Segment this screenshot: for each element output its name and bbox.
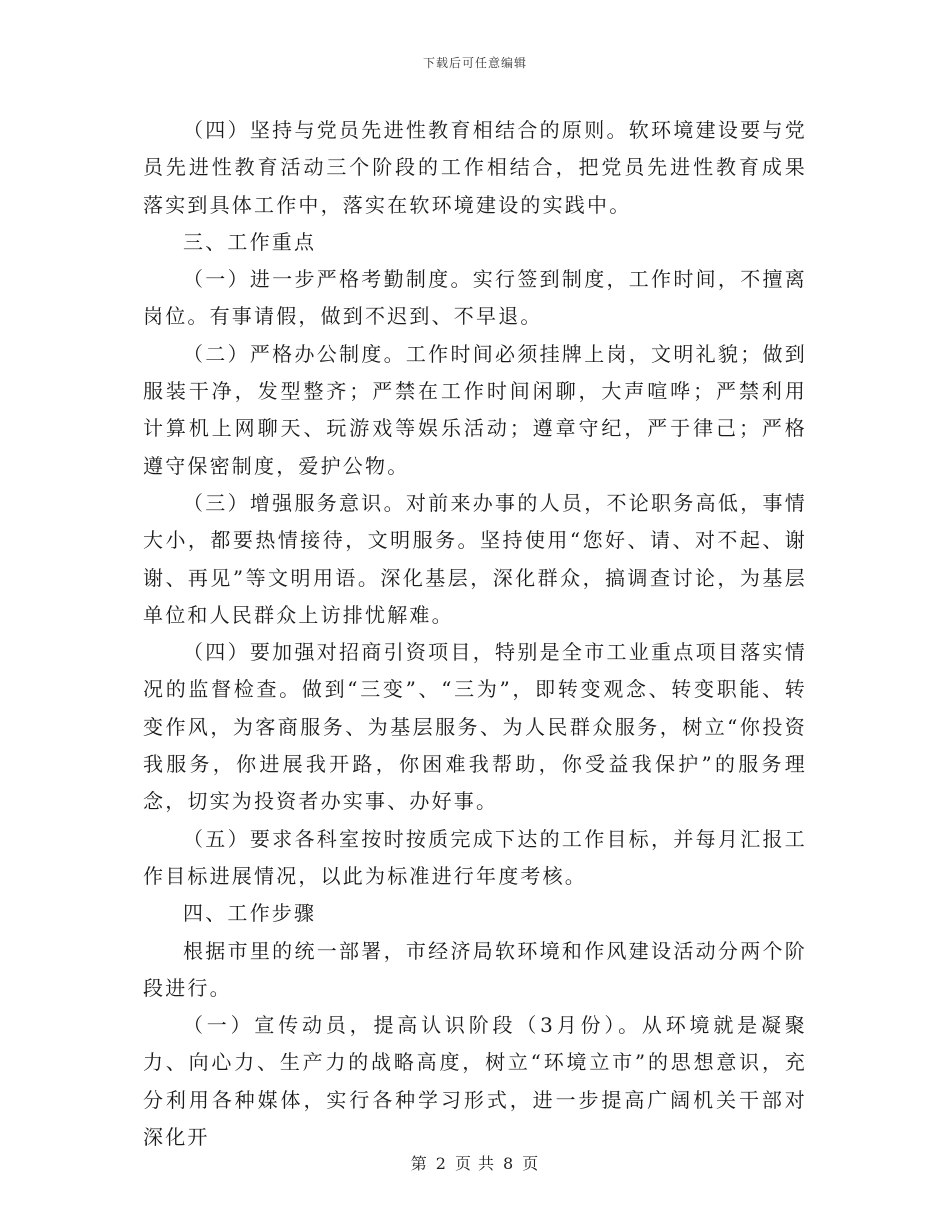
paragraph-focus-4: （四）要加强对招商引资项目，特别是全市工业重点项目落实情况的监督检查。做到“三变”、“三为”，即转变观念、转变职能、转变作风，为客商服务、为基层服务、为人民群众服务，树立“你投资我服务，你进展我开路，你困难我帮助，你受益我保护”的服务理念，切实为投资者办实事、办好事。 — [143, 640, 807, 814]
page-header-note: 下载后可任意编辑 — [422, 56, 527, 70]
footer-prefix: 第 — [410, 1154, 428, 1173]
page-footer — [0, 1151, 950, 1174]
document-body — [143, 112, 807, 1156]
paragraph-focus-3: （三）增强服务意识。对前来办事的人员，不论职务高低，事情大小，都要热情接待，文明服务。坚持使用“您好、请、对不起、谢谢、再见”等文明用语。深化基层，深化群众，搞调查讨论，为基层单位和人民群众上访排忧解难。 — [143, 490, 807, 627]
paragraph-focus-5: （五）要求各科室按时按质完成下达的工作目标，并每月汇报工作目标进展情况，以此为标准进行年度考核。 — [143, 826, 807, 888]
footer-page-number: 2 — [435, 1154, 447, 1173]
section-heading-work-focus: 三、工作重点 — [183, 229, 317, 254]
paragraph-focus-1: （一）进一步严格考勤制度。实行签到制度，工作时间，不擅离岗位。有事请假，做到不迟到、不早退。 — [143, 267, 807, 329]
paragraph-principle-4: （四）坚持与党员先进性教育相结合的原则。软环境建设要与党员先进性教育活动三个阶段的工作相结合，把党员先进性教育成果落实到具体工作中，落实在软环境建设的实践中。 — [143, 118, 807, 217]
section-heading-work-steps: 四、工作步骤 — [183, 901, 317, 926]
paragraph-steps-intro: 根据市里的统一部署，市经济局软环境和作风建设活动分两个阶段进行。 — [143, 938, 807, 1000]
paragraph-step-1: （一）宣传动员，提高认识阶段（3月份）。从环境就是凝聚力、向心力、生产力的战略高度，树立“环境立市”的思想意识，充分利用各种媒体，实行各种学习形式，进一步提高广阔机关干部对深化开 — [143, 1013, 807, 1150]
paragraph-focus-2: （二）严格办公制度。工作时间必须挂牌上岗，文明礼貌；做到服装干净，发型整齐；严禁在工作时间闲聊，大声喧哗；严禁利用计算机上网聊天、玩游戏等娱乐活动；遵章守纪，严于律己；严格遵守保密制度，爱护公物。 — [143, 341, 807, 478]
footer-total-pages: 8 — [503, 1154, 515, 1173]
footer-middle: 页 共 — [454, 1154, 496, 1173]
footer-suffix: 页 — [522, 1154, 540, 1173]
